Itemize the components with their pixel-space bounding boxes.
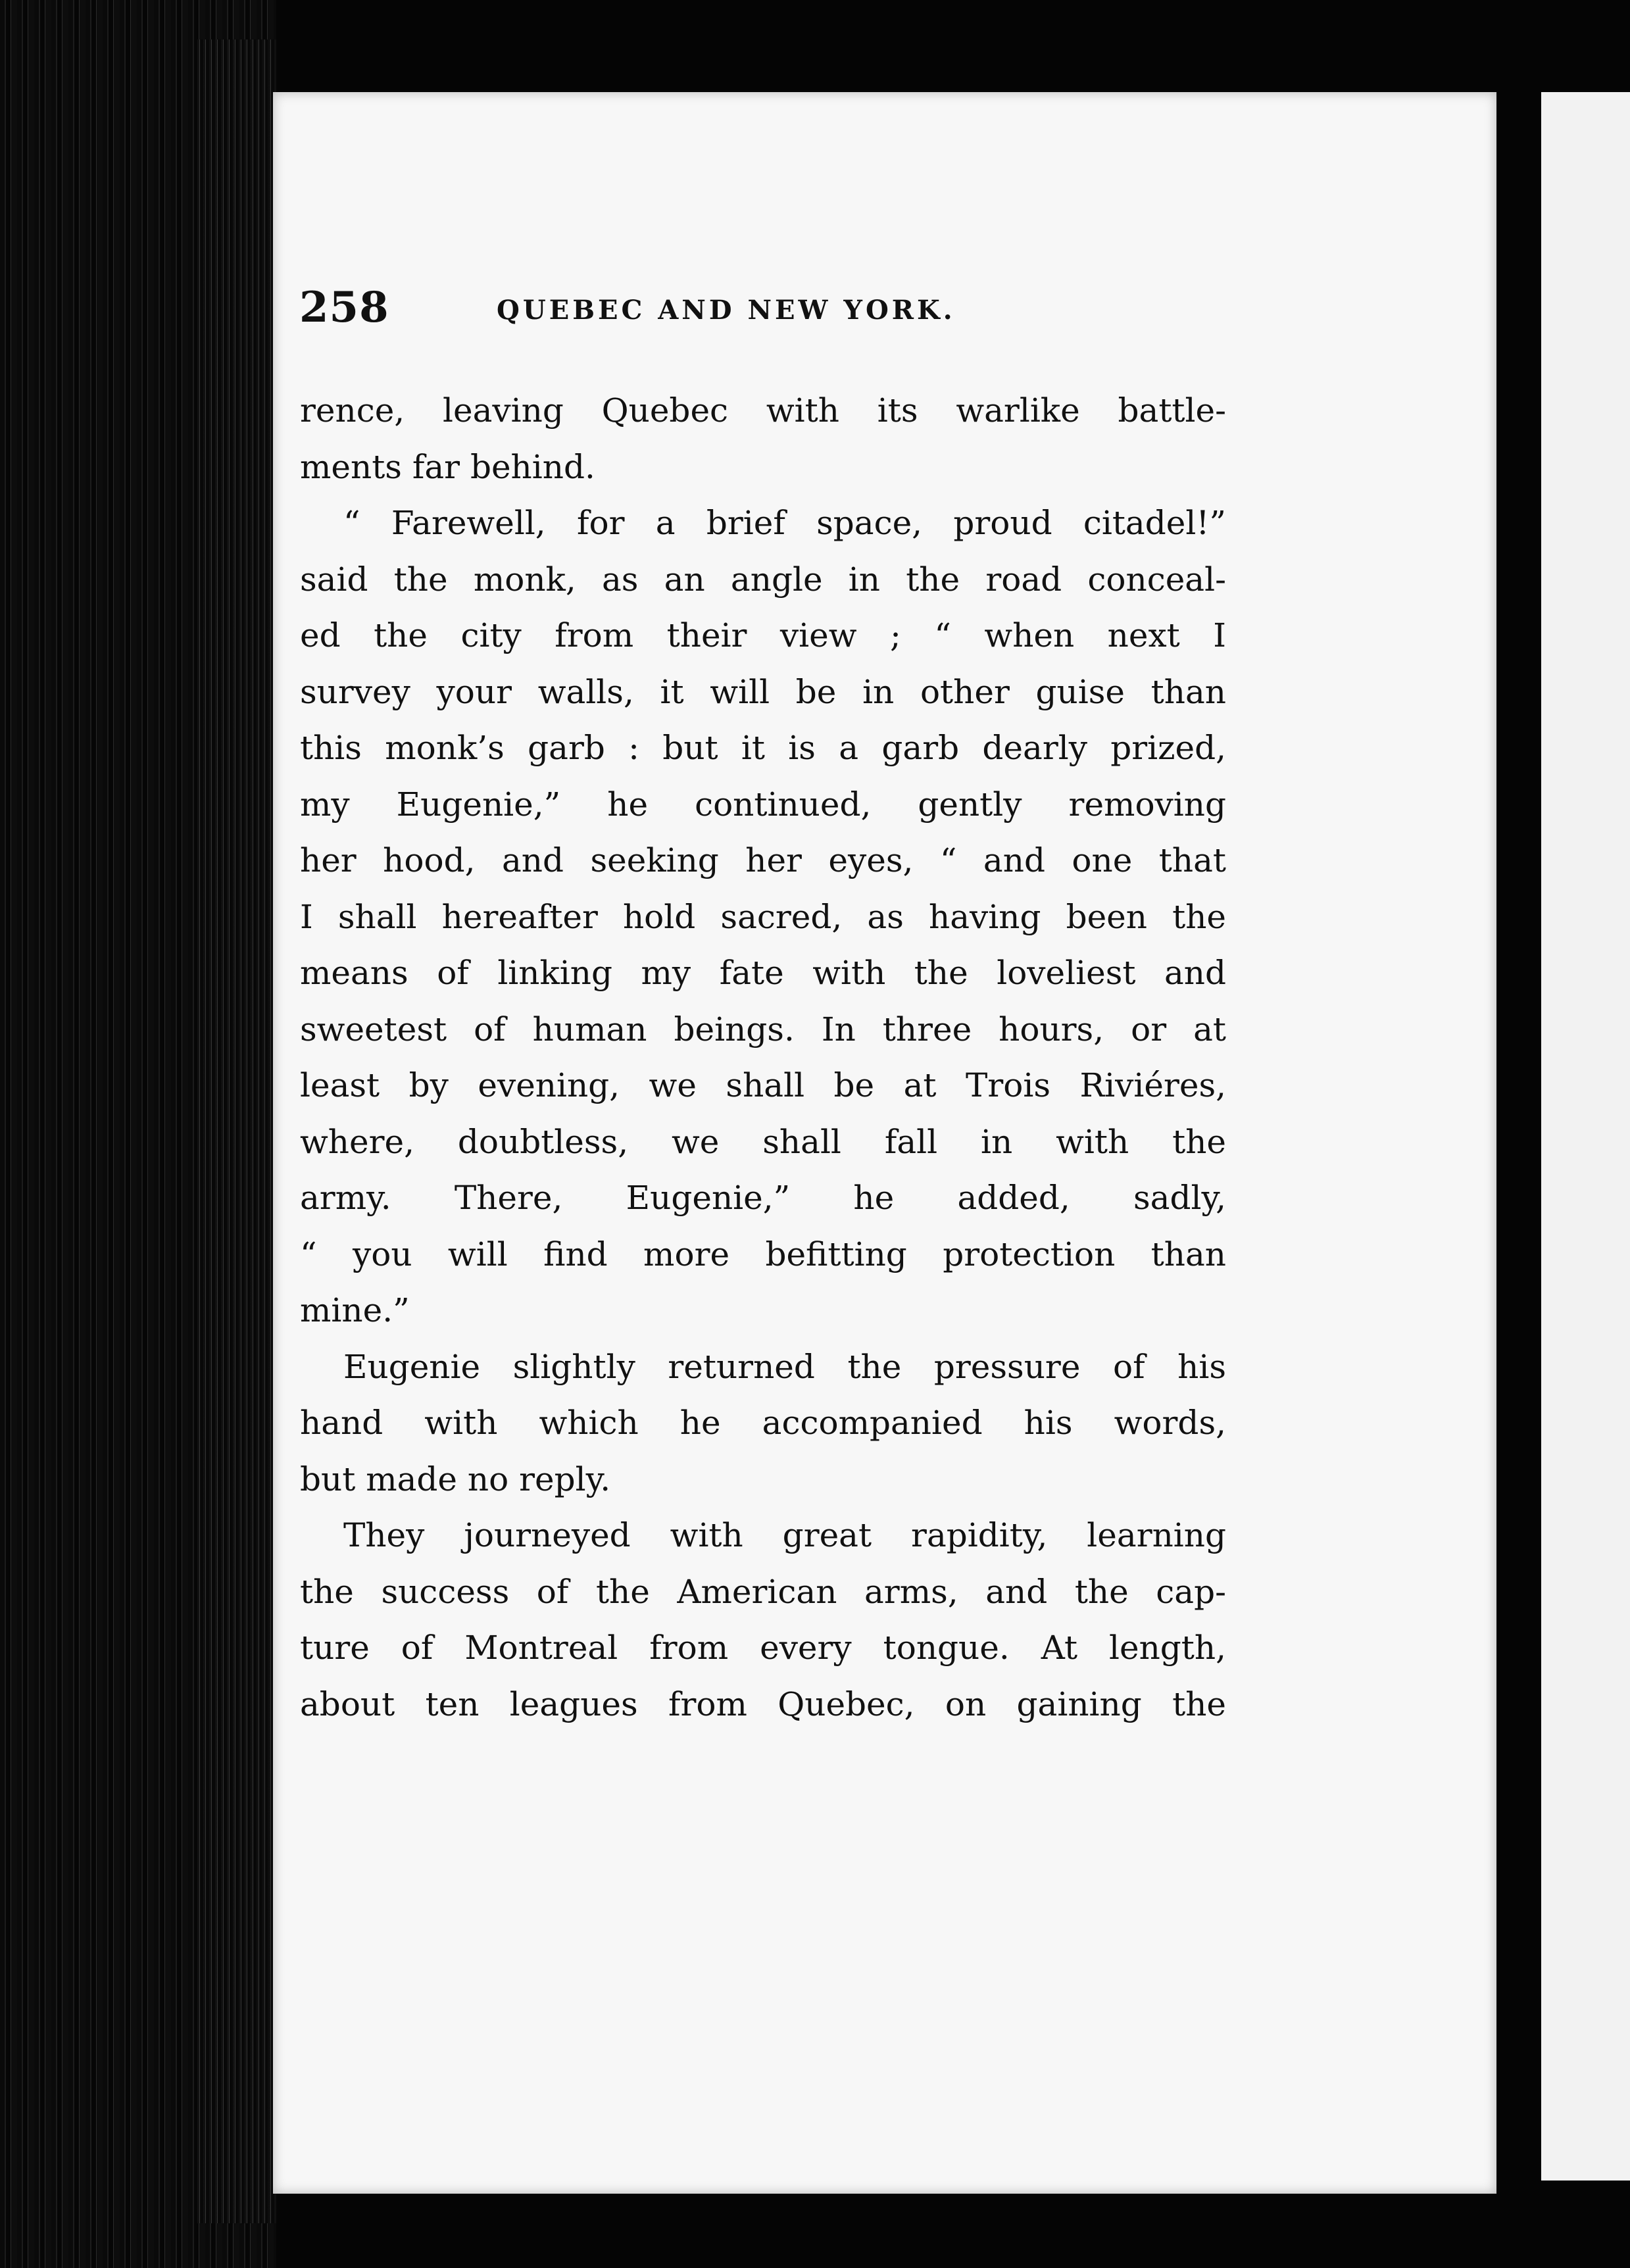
text-line: said the monk, as an angle in the road conceal- [300, 560, 1226, 599]
text-line: ture of Montreal from every tongue. At length, [300, 1629, 1226, 1667]
text-line: ed the city from their view ; “ when next I [300, 616, 1226, 654]
body-text [300, 383, 1226, 1733]
page-number: 258 [299, 283, 389, 332]
text-line: Eugenie slightly returned the pressure of his [343, 1347, 1226, 1386]
text-line: sweetest of human beings. In three hours, or at [300, 1010, 1226, 1048]
page-edges [197, 39, 276, 2223]
facing-page [1541, 92, 1630, 2181]
text-line: army. There, Eugenie,” he added, sadly, [300, 1179, 1226, 1217]
text-line: least by evening, we shall be at Trois Riviéres, [300, 1066, 1226, 1104]
running-title: QUEBEC AND NEW YORK. [497, 295, 956, 326]
text-line: ments far behind. [300, 447, 595, 486]
running-head [299, 283, 1233, 362]
text-line: “ Farewell, for a brief space, proud citadel!” [343, 504, 1226, 542]
text-line: hand with which he accompanied his words, [300, 1404, 1226, 1442]
text-line: rence, leaving Quebec with its warlike battle- [300, 391, 1226, 430]
text-line: my Eugenie,” he continued, gently removing [300, 785, 1226, 824]
text-line: I shall hereafter hold sacred, as having been the [300, 897, 1226, 936]
text-line: but made no reply. [300, 1460, 611, 1498]
text-line: the success of the American arms, and the cap- [300, 1572, 1226, 1611]
text-line: this monk’s garb : but it is a garb dearly prized, [300, 729, 1226, 767]
text-line: her hood, and seeking her eyes, “ and one that [300, 841, 1226, 879]
text-line: survey your walls, it will be in other guise than [300, 672, 1226, 711]
text-line: mine.” [300, 1291, 410, 1329]
text-line: “ you will find more befitting protection than [300, 1235, 1226, 1273]
text-line: They journeyed with great rapidity, learning [343, 1516, 1226, 1554]
text-line: about ten leagues from Quebec, on gaining the [300, 1685, 1226, 1723]
text-line: where, doubtless, we shall fall in with the [300, 1122, 1226, 1161]
text-line: means of linking my fate with the loveliest and [300, 954, 1226, 992]
gutter [1496, 0, 1541, 2268]
